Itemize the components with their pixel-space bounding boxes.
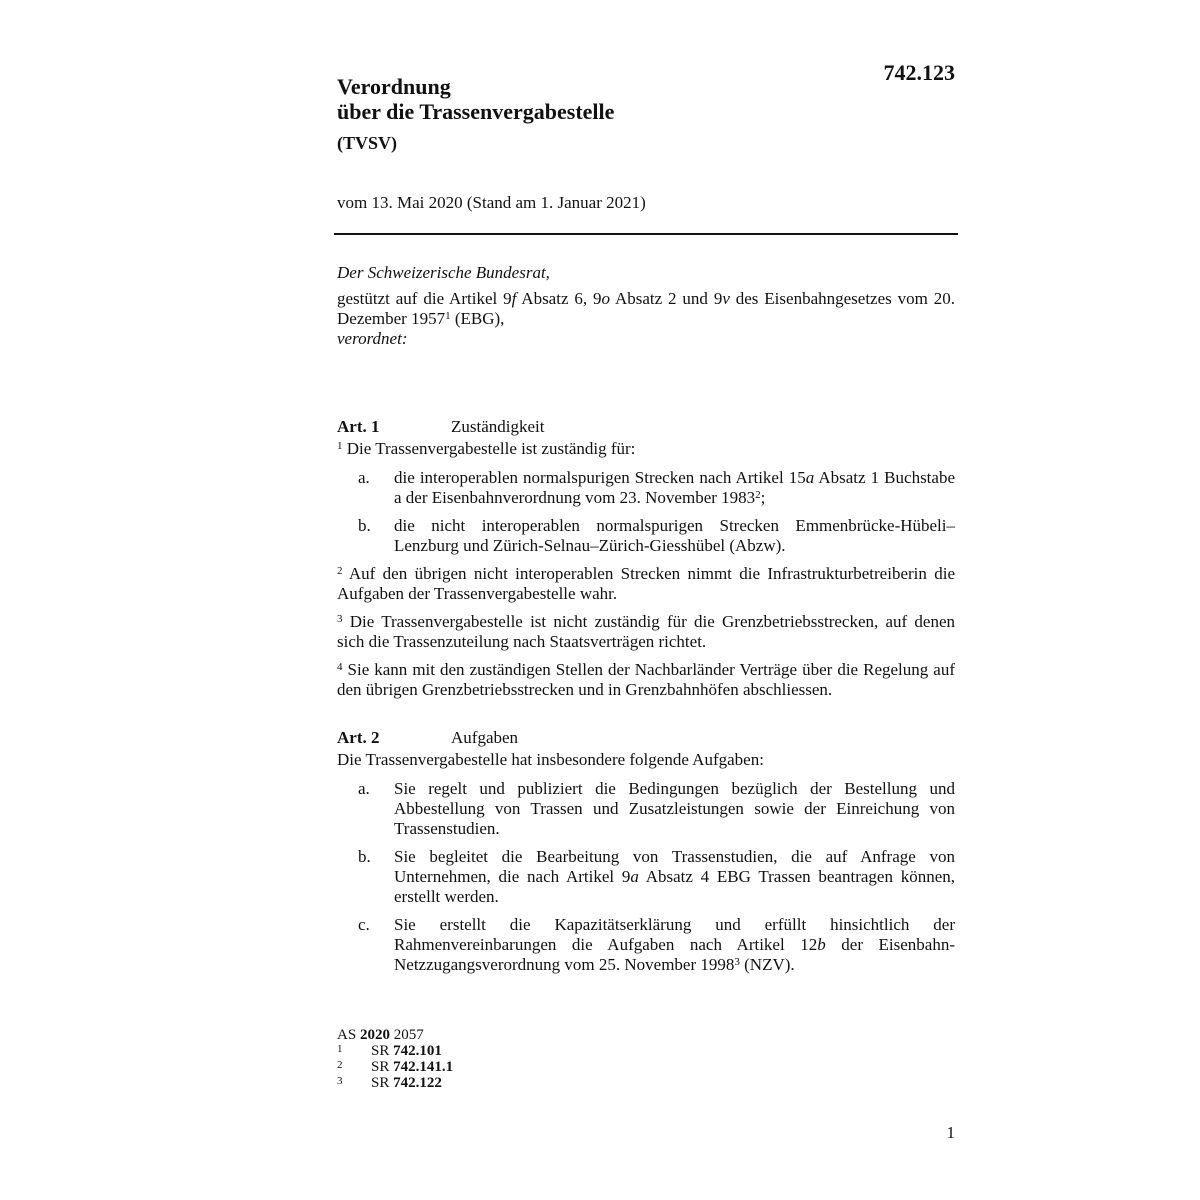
footnote-number: 2	[337, 1059, 343, 1071]
text-run: Absatz 4 EBG Trassen beantragen können, erstellt werden.	[394, 867, 955, 906]
list-item-text	[394, 847, 955, 907]
article-1	[337, 417, 955, 700]
text-run: Absatz 1 Buchstabe a der Eisenbahnverordnung vom 23. November 1983	[394, 468, 955, 507]
list-item	[337, 779, 955, 839]
article-number: Art. 1	[337, 417, 380, 436]
paragraph-number: 4	[337, 661, 343, 673]
footnote-number: 3	[337, 1075, 343, 1087]
text-run: AS	[337, 1027, 360, 1043]
text-run: Sie kann mit den zuständigen Stellen der Nachbarländer Verträge über die Regelung auf den übrigen Grenzbetriebsstrecken und in Grenzbahnhöfen abschliessen.	[337, 660, 955, 699]
list-item-text	[394, 915, 955, 975]
article-1-list	[337, 468, 955, 556]
article-number: Art. 2	[337, 728, 380, 747]
title-line-2: über die Trassenvergabestelle	[337, 99, 615, 124]
footnote-ref: 2	[755, 489, 761, 501]
text-run: Absatz 6, 9	[516, 289, 602, 308]
article-2-intro: Die Trassenvergabestelle hat insbesondere folgende Aufgaben:	[337, 750, 764, 769]
text-run: Sie erstellt die Kapazitätserklärung und erfüllt hinsichtlich der Rahmenvereinbarungen die Aufgaben nach Artikel 12	[394, 915, 955, 954]
official-compilation-ref	[337, 1027, 453, 1043]
text-run: b	[817, 935, 826, 954]
footnote-text	[371, 1075, 442, 1091]
text-run: 742.141.1	[393, 1059, 454, 1075]
text-run: gestützt auf die Artikel 9	[337, 289, 512, 308]
text-run: die interoperablen normalspurigen Strecken nach Artikel 15	[394, 468, 806, 487]
list-item	[337, 915, 955, 975]
article-title: Aufgaben	[451, 728, 519, 747]
header-divider	[334, 233, 958, 235]
text-run: 2057	[389, 1027, 424, 1043]
article-2	[337, 728, 955, 975]
text-run: 2020	[359, 1027, 390, 1043]
list-marker: a.	[358, 468, 370, 487]
list-item	[337, 468, 955, 508]
title-line-1: Verordnung	[337, 74, 451, 99]
paragraph-number: 1	[337, 440, 343, 452]
preamble-authority: Der Schweizerische Bundesrat,	[337, 263, 550, 282]
list-item-text: Sie regelt und publiziert die Bedingungen bezüglich der Bestellung und Abbestellung von Trassen und Zusatzleistungen sowie der Einreichung von Trassenstudien.	[394, 779, 955, 838]
list-item-text: die nicht interoperablen normalspurigen Strecken Emmenbrücke-Hübeli–Lenzburg und Zürich-Selnau–Zürich-Giesshübel (Abzw).	[394, 516, 955, 555]
article-title: Zuständigkeit	[451, 417, 545, 436]
article-1-paragraph-4	[337, 660, 955, 700]
document-title	[337, 74, 614, 156]
text-run: Sie begleitet die Bearbeitung von Trassenstudien, die auf Anfrage von Unternehmen, die nach Artikel 9	[394, 847, 955, 886]
footnote-text	[371, 1059, 453, 1075]
footnote-item	[337, 1075, 453, 1091]
text-run: Absatz 2 und 9	[610, 289, 723, 308]
list-marker: b.	[358, 516, 371, 535]
text-run: Auf den übrigen nicht interoperablen Strecken nimmt die Infrastrukturbetreiberin die Aufgaben der Trassenvergabestelle wahr.	[337, 564, 955, 603]
text-run: Die Trassenvergabestelle ist zuständig für:	[342, 439, 636, 458]
title-abbreviation: (TVSV)	[337, 133, 398, 153]
list-item	[337, 847, 955, 907]
preamble-decree: verordnet:	[337, 329, 408, 348]
sr-number: 742.123	[883, 60, 955, 85]
text-run: SR	[371, 1075, 394, 1091]
footnote-item	[337, 1059, 453, 1075]
document-body	[337, 263, 955, 983]
paragraph-number: 3	[337, 613, 343, 625]
preamble-basis	[337, 289, 955, 329]
footnote-ref: 3	[734, 956, 740, 968]
footnotes	[337, 1027, 453, 1091]
preamble	[337, 263, 955, 349]
text-run: 742.122	[393, 1075, 442, 1091]
document-date: vom 13. Mai 2020 (Stand am 1. Januar 2021)	[337, 193, 646, 212]
list-marker: c.	[358, 915, 370, 934]
article-2-list	[337, 779, 955, 975]
list-marker: a.	[358, 779, 370, 798]
paragraph-number: 2	[337, 565, 343, 577]
text-run: a	[805, 468, 815, 487]
text-run: (EBG),	[450, 309, 505, 328]
footnote-number: 1	[337, 1043, 343, 1055]
list-item	[337, 516, 955, 556]
page-number: 1	[946, 1123, 955, 1142]
article-1-paragraph-1	[337, 439, 955, 459]
text-run: SR	[371, 1059, 394, 1075]
article-1-paragraph-3	[337, 612, 955, 652]
footnote-item	[337, 1043, 453, 1059]
text-run: Die Trassenvergabestelle ist nicht zuständig für die Grenzbetriebsstrecken, auf denen sich die Trassenzuteilung nach Staatsverträgen richtet.	[337, 612, 955, 651]
list-item-text	[394, 468, 955, 508]
text-run: der Eisenbahn-Netzzugangsverordnung vom 25. November 1998	[394, 935, 956, 974]
footnote-text	[371, 1043, 442, 1059]
article-1-paragraph-2	[337, 564, 955, 604]
article-1-heading	[337, 417, 955, 437]
text-run: v	[722, 289, 730, 308]
text-run: SR	[371, 1043, 394, 1059]
text-run: des Eisenbahngesetzes vom 20. Dezember 1957	[337, 289, 955, 328]
text-run: o	[601, 289, 611, 308]
text-run: (NZV).	[739, 955, 795, 974]
footnote-ref: 1	[445, 310, 451, 322]
list-marker: b.	[358, 847, 371, 866]
article-2-heading	[337, 728, 955, 748]
text-run: 742.101	[393, 1043, 442, 1059]
text-run: a	[630, 867, 639, 886]
text-run: ;	[760, 488, 766, 507]
text-run: f	[511, 289, 517, 308]
